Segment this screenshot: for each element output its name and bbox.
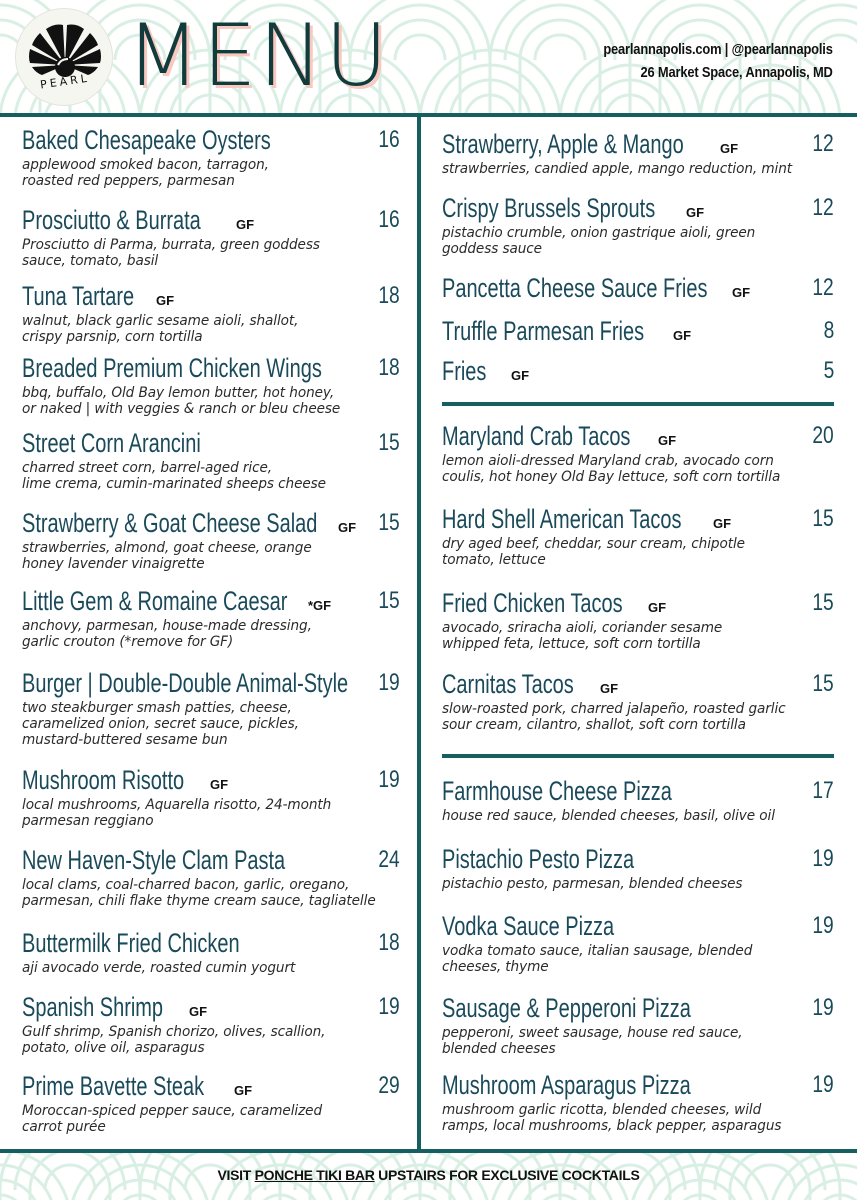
menu-item-price: 15 <box>812 589 834 616</box>
menu-item-description: crispy parsnip, corn tortilla <box>22 329 203 345</box>
gluten-free-badge: GF <box>720 141 739 156</box>
menu-item-header <box>22 668 400 700</box>
gluten-free-badge: GF <box>658 433 677 448</box>
menu-item-header <box>442 273 834 305</box>
ponche-tiki-bar-link[interactable]: PONCHE TIKI BAR <box>254 1167 375 1183</box>
menu-item-price: 8 <box>823 317 834 344</box>
menu-item-name: Prosciutto & Burrata <box>22 205 201 235</box>
menu-item-price: 18 <box>378 282 400 309</box>
menu-item-price: 19 <box>378 669 400 696</box>
menu-item-name: Carnitas Tacos <box>442 669 574 699</box>
menu-item-price: 15 <box>812 505 834 532</box>
menu-item-price: 24 <box>378 846 400 873</box>
pearl-logo <box>15 8 113 106</box>
menu-item <box>22 928 400 976</box>
menu-item-header <box>442 316 834 348</box>
page-title: MENU <box>126 6 390 106</box>
menu-item-description: bbq, buffalo, Old Bay lemon butter, hot honey, <box>22 385 335 401</box>
menu-item-description: or naked | with veggies & ranch or bleu cheese <box>22 401 341 417</box>
menu-item <box>442 844 834 892</box>
menu-item-price: 29 <box>378 1072 400 1099</box>
menu-item-description: vodka tomato sauce, italian sausage, blended <box>442 943 753 959</box>
menu-item <box>442 504 834 568</box>
menu-item-header <box>442 669 834 701</box>
menu-item-description: local mushrooms, Aquarella risotto, 24-month <box>22 797 332 813</box>
menu-item-description: strawberries, almond, goat cheese, orange <box>22 540 312 556</box>
menu-item <box>442 776 834 824</box>
menu-item-description: pepperoni, sweet sausage, house red sauce, <box>442 1025 743 1041</box>
menu-item <box>22 1071 400 1135</box>
menu-item <box>442 356 834 388</box>
menu-item-name: Pancetta Cheese Sauce Fries <box>442 273 708 303</box>
menu-item <box>442 421 834 485</box>
menu-item-header <box>22 992 400 1024</box>
menu-item-description: charred street corn, barrel-aged rice, <box>22 460 273 476</box>
menu-item-price: 18 <box>378 929 400 956</box>
menu-item-name: Mushroom Risotto <box>22 765 185 795</box>
menu-item-header <box>442 356 834 388</box>
menu-item-description: roasted red peppers, parmesan <box>22 173 235 189</box>
menu-item-price: 12 <box>812 274 834 301</box>
gluten-free-badge: GF <box>210 777 229 792</box>
menu-item-price: 19 <box>812 845 834 872</box>
menu-item-description: tomato, lettuce <box>442 552 546 568</box>
menu-item-name: Street Corn Arancini <box>22 428 201 458</box>
menu-item-description: aji avocado verde, roasted cumin yogurt <box>22 960 296 976</box>
menu-item <box>22 281 400 345</box>
menu-item-description: lime crema, cumin-marinated sheeps cheese <box>22 476 326 492</box>
menu-item <box>442 273 834 305</box>
logo-text: PEARL <box>39 71 91 92</box>
menu-item-name: Mushroom Asparagus Pizza <box>442 1070 691 1100</box>
menu-item-header <box>22 586 400 618</box>
gluten-free-badge: GF <box>511 368 530 383</box>
menu-item-description: anchovy, parmesan, house-made dressing, <box>22 618 312 634</box>
menu-item-header <box>22 125 400 157</box>
menu-item-name: Sausage & Pepperoni Pizza <box>442 993 691 1023</box>
menu-item-description: blended cheeses <box>442 1041 556 1057</box>
menu-item-name: Fried Chicken Tacos <box>442 588 623 618</box>
gluten-free-badge: GF <box>156 293 175 308</box>
menu-item-header <box>22 205 400 237</box>
footer-prefix: VISIT <box>217 1167 255 1183</box>
menu-item-description: applewood smoked bacon, tarragon, <box>22 157 269 173</box>
menu-item-description: honey lavender vinaigrette <box>22 556 205 572</box>
menu-item-description: two steakburger smash patties, cheese, <box>22 700 292 716</box>
menu-item-name: Maryland Crab Tacos <box>442 421 631 451</box>
gluten-free-badge: GF <box>234 1083 253 1098</box>
column-divider <box>417 113 421 1153</box>
menu-item-price: 16 <box>378 206 400 233</box>
menu-item-description: dry aged beef, cheddar, sour cream, chipotle <box>442 536 745 552</box>
menu-item-description: lemon aioli-dressed Maryland crab, avocado corn <box>442 453 774 469</box>
menu-item-description: house red sauce, blended cheeses, basil, olive oil <box>442 808 775 824</box>
website-and-social: pearlannapolis.com | @pearlannapolis <box>603 41 833 58</box>
menu-item <box>442 193 834 257</box>
footer-suffix: UPSTAIRS FOR EXCLUSIVE COCKTAILS <box>374 1167 640 1183</box>
menu-item-description: ramps, local mushrooms, black pepper, asparagus <box>442 1118 782 1134</box>
gluten-free-badge: GF <box>673 328 692 343</box>
menu-item-description: garlic crouton (*remove for GF) <box>22 634 234 650</box>
menu-item-name: Fries <box>442 356 487 386</box>
menu-item-header <box>442 844 834 876</box>
menu-item-description: strawberries, candied apple, mango reduction, mint <box>442 161 793 177</box>
gluten-free-badge: GF <box>648 600 667 615</box>
menu-item-price: 19 <box>812 912 834 939</box>
menu-item-header <box>442 911 834 943</box>
menu-item-name: Little Gem & Romaine Caesar <box>22 586 288 616</box>
menu-item-description: cheeses, thyme <box>442 959 549 975</box>
menu-item <box>22 845 400 909</box>
menu-item-name: Farmhouse Cheese Pizza <box>442 776 672 806</box>
menu-item-price: 15 <box>812 670 834 697</box>
menu-item-price: 15 <box>378 587 400 614</box>
gluten-free-badge: *GF <box>308 598 332 613</box>
menu-item-description: local clams, coal-charred bacon, garlic, oregano, <box>22 877 350 893</box>
menu-item-description: mustard-buttered sesame bun <box>22 732 228 748</box>
menu-item-name: Prime Bavette Steak <box>22 1071 205 1101</box>
menu-item <box>22 668 400 748</box>
menu-item <box>22 428 400 492</box>
menu-item-header <box>442 588 834 620</box>
menu-item <box>22 992 400 1056</box>
menu-item-header <box>22 353 400 385</box>
menu-item <box>22 586 400 650</box>
menu-item-description: slow-roasted pork, charred jalapeño, roasted garlic <box>442 701 786 717</box>
menu-item <box>22 205 400 269</box>
menu-item-name: Vodka Sauce Pizza <box>442 911 615 941</box>
menu-item-price: 19 <box>812 994 834 1021</box>
menu-item-price: 5 <box>823 357 834 384</box>
menu-item-name: Hard Shell American Tacos <box>442 504 682 534</box>
menu-item-header <box>22 508 400 540</box>
menu-item <box>442 588 834 652</box>
menu-item-header <box>442 1070 834 1102</box>
menu-item-name: Pistachio Pesto Pizza <box>442 844 635 874</box>
menu-item-price: 15 <box>378 429 400 456</box>
tacos-pizza-divider <box>442 754 834 758</box>
menu-item-description: pistachio crumble, onion gastrique aioli, green <box>442 225 756 241</box>
menu-item-price: 18 <box>378 354 400 381</box>
menu-item <box>442 993 834 1057</box>
menu-item-description: parmesan reggiano <box>22 813 154 829</box>
menu-item-description: Prosciutto di Parma, burrata, green goddess <box>22 237 320 253</box>
menu-item-header <box>22 281 400 313</box>
menu-item <box>442 669 834 733</box>
menu-item-description: whipped feta, lettuce, soft corn tortilla <box>442 636 701 652</box>
menu-item-header <box>22 1071 400 1103</box>
menu-item-header <box>442 504 834 536</box>
menu-item <box>442 911 834 975</box>
menu-item-description: pistachio pesto, parmesan, blended cheeses <box>442 876 743 892</box>
menu-item-name: Breaded Premium Chicken Wings <box>22 353 322 383</box>
footer-banner <box>0 1157 857 1200</box>
gluten-free-badge: GF <box>236 217 255 232</box>
menu-item-name: Burger | Double-Double Animal-Style <box>22 668 349 698</box>
gluten-free-badge: GF <box>732 285 751 300</box>
menu-item <box>442 1070 834 1134</box>
menu-item-name: Buttermilk Fried Chicken <box>22 928 240 958</box>
menu-item <box>22 353 400 417</box>
menu-item-description: Moroccan-spiced pepper sauce, caramelized <box>22 1103 323 1119</box>
gluten-free-badge: GF <box>600 681 619 696</box>
menu-item-description: mushroom garlic ricotta, blended cheeses, wild <box>442 1102 762 1118</box>
menu-item <box>442 129 834 177</box>
menu-item-name: Strawberry, Apple & Mango <box>442 129 684 159</box>
menu-item-header <box>22 928 400 960</box>
menu-item-name: Tuna Tartare <box>22 281 135 311</box>
menu-header <box>0 0 857 113</box>
menu-item <box>442 316 834 348</box>
menu-item-description: Gulf shrimp, Spanish chorizo, olives, scallion, <box>22 1024 326 1040</box>
gluten-free-badge: GF <box>713 516 732 531</box>
gluten-free-badge: GF <box>189 1004 208 1019</box>
menu-item-name: Crispy Brussels Sprouts <box>442 193 656 223</box>
menu-item-header <box>22 765 400 797</box>
menu-item-description: sour cream, cilantro, shallot, soft corn tortilla <box>442 717 746 733</box>
menu-item-price: 20 <box>812 422 834 449</box>
gluten-free-badge: GF <box>686 205 705 220</box>
menu-item <box>22 765 400 829</box>
address: 26 Market Space, Annapolis, MD <box>640 64 833 81</box>
menu-item-header <box>442 129 834 161</box>
menu-item-header <box>22 428 400 460</box>
menu-item-header <box>442 421 834 453</box>
menu-item-description: coulis, hot honey Old Bay lettuce, soft corn tortilla <box>442 469 781 485</box>
menu-item-price: 15 <box>378 509 400 536</box>
menu-item-description: sauce, tomato, basil <box>22 253 159 269</box>
menu-item-header <box>442 193 834 225</box>
menu-item-price: 19 <box>812 1071 834 1098</box>
menu-item-description: caramelized onion, secret sauce, pickles, <box>22 716 299 732</box>
menu-item-price: 19 <box>378 993 400 1020</box>
menu-item-price: 19 <box>378 766 400 793</box>
contact-info <box>604 38 833 84</box>
menu-item-header <box>442 993 834 1025</box>
menu-item-name: New Haven-Style Clam Pasta <box>22 845 286 875</box>
menu-item-price: 12 <box>812 194 834 221</box>
menu-item-name: Spanish Shrimp <box>22 992 164 1022</box>
menu-item-price: 17 <box>812 777 834 804</box>
menu-item-description: avocado, sriracha aioli, coriander sesame <box>442 620 723 636</box>
sides-tacos-divider <box>442 402 834 406</box>
menu-item <box>22 508 400 572</box>
menu-item-description: potato, olive oil, asparagus <box>22 1040 205 1056</box>
menu-item-header <box>22 845 400 877</box>
menu-item-header <box>442 776 834 808</box>
menu-item-description: walnut, black garlic sesame aioli, shallot, <box>22 313 299 329</box>
menu-item-price: 16 <box>378 126 400 153</box>
gluten-free-badge: GF <box>338 520 357 535</box>
menu-item-price: 12 <box>812 130 834 157</box>
menu-item-name: Truffle Parmesan Fries <box>442 316 645 346</box>
footer-text <box>0 1167 857 1183</box>
menu-item <box>22 125 400 189</box>
menu-item-description: goddess sauce <box>442 241 542 257</box>
menu-item-description: parmesan, chili flake thyme cream sauce, tagliatelle <box>22 893 376 909</box>
menu-item-description: carrot purée <box>22 1119 106 1135</box>
menu-item-name: Baked Chesapeake Oysters <box>22 125 271 155</box>
menu-item-name: Strawberry & Goat Cheese Salad <box>22 508 318 538</box>
